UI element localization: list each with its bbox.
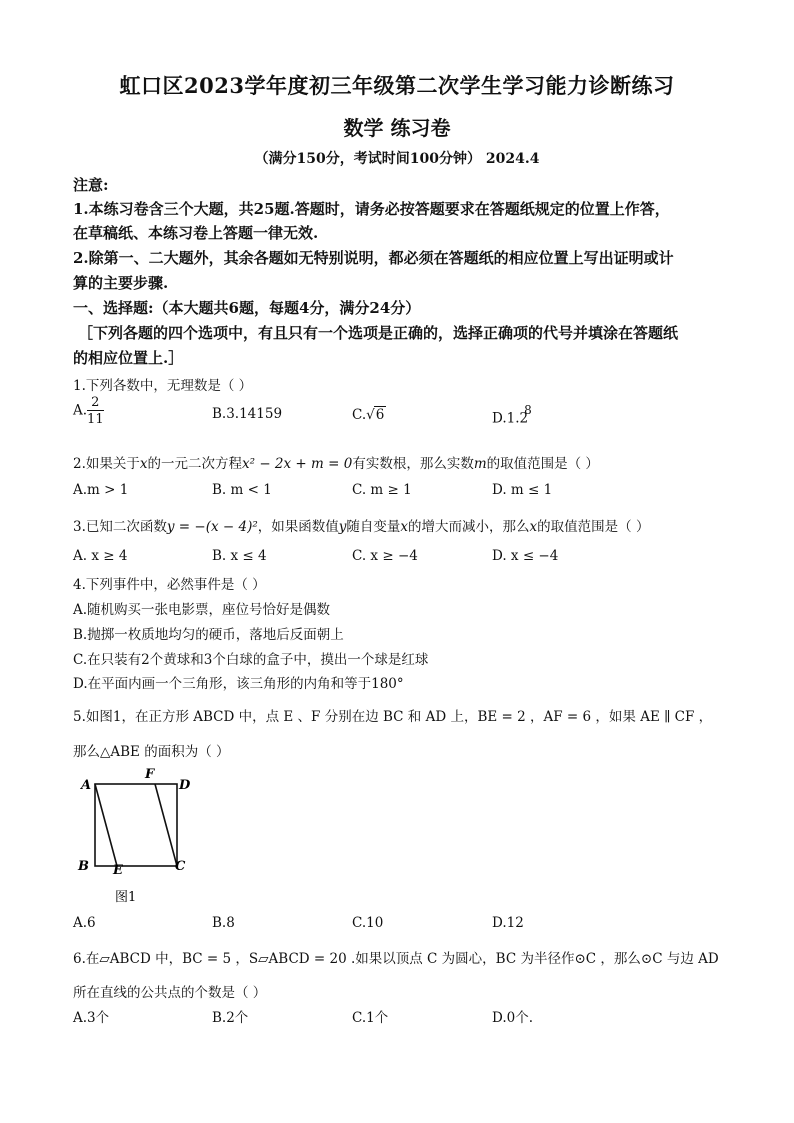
q5-line1: 5.如图1，在正方形 ABCD 中，点 E 、F 分别在边 BC 和 AD 上，BE = 2 ，AF = 6 ，如果 AE ∥ CF ， — [73, 709, 713, 725]
q1-option-a: A. $\frac{2}{11}$ — [73, 395, 104, 427]
label-c: C — [175, 859, 186, 874]
q4-option-c: C.在只装有2个黄球和3个白球的盒子中，摸出一个球是红球 — [73, 652, 429, 668]
q6-line1: 6.在▱ABCD 中，BC = 5 ，S▱ABCD = 20 .如果以顶点 C 为圆心，BC 为半径作⊙C ，那么⊙C 与边 AD — [73, 951, 719, 967]
exam-title: 虹口区2023学年度初三年级第二次学生学习能力诊断练习 — [119, 73, 675, 98]
q5-option-b: B.8 — [212, 915, 235, 931]
q1-option-b: B.3.14159 — [212, 406, 283, 422]
q4-option-b: B.抛掷一枚质地均匀的硬币，落地后反面朝上 — [73, 627, 344, 643]
figure-caption: 图1 — [115, 890, 137, 905]
q6-option-b: B.2个 — [212, 1010, 249, 1026]
q3-option-b: B. x ≤ 4 — [212, 548, 267, 564]
section1-heading: 一、选择题:（本大题共6题，每题4分，满分24分） — [73, 299, 421, 317]
q6-option-a: A.3个 — [73, 1010, 110, 1026]
q1-option-c: C.√6 — [352, 407, 385, 423]
q1-option-d: D.1.2$^8$ — [492, 403, 532, 427]
q3-option-c: C. x ≥ −4 — [352, 548, 418, 564]
q4-stem: 4.下列事件中，必然事件是（ ） — [73, 577, 266, 593]
q6-option-d: D.0个. — [492, 1010, 534, 1026]
q4-option-a: A.随机购买一张电影票，座位号恰好是偶数 — [73, 602, 331, 618]
notice-item1-line2: 在草稿纸、本练习卷上答题一律无效. — [73, 224, 319, 242]
q3-option-d: D. x ≤ −4 — [492, 548, 559, 564]
notice-item2-line2: 算的主要步骤. — [73, 274, 169, 292]
label-e: E — [113, 863, 123, 878]
q1-fraction: $\frac{2}{11}$ — [87, 395, 104, 427]
q3-option-a: A. x ≥ 4 — [73, 548, 128, 564]
q2-option-d: D. m ≤ 1 — [492, 482, 553, 498]
q5-line2: 那么△ABE 的面积为（ ） — [73, 744, 230, 760]
q5-figure-square — [73, 766, 203, 906]
notice-item2-line1: 2.除第一、二大题外，其余各题如无特别说明，都必须在答题纸的相应位置上写出证明或计 — [73, 249, 674, 267]
section1-instr-line1: ［下列各题的四个选项中，有且只有一个选项是正确的，选择正确项的代号并填涂在答题纸 — [78, 324, 679, 342]
q5-option-d: D.12 — [492, 915, 524, 931]
section1-instr-line2: 的相应位置上.］ — [73, 349, 184, 367]
notice-heading: 注意: — [73, 176, 109, 194]
label-b: B — [78, 859, 89, 874]
exam-info: （满分150分，考试时间100分钟） 2024.4 — [254, 151, 540, 167]
q5-option-c: C.10 — [352, 915, 384, 931]
q6-option-c: C.1个 — [352, 1010, 389, 1026]
q2-stem: 2.如果关于x的一元二次方程x² − 2x + m = 0有实数根，那么实数m的取值范围是（ ） — [73, 456, 599, 472]
q4-option-d: D.在平面内画一个三角形，该三角形的内角和等于180° — [73, 676, 404, 692]
label-a: A — [81, 778, 92, 793]
q2-option-c: C. m ≥ 1 — [352, 482, 412, 498]
notice-item1-line1: 1.本练习卷含三个大题，共25题.答题时，请务必按答题要求在答题纸规定的位置上作答， — [73, 200, 670, 218]
q3-stem: 3.已知二次函数y = −(x − 4)²，如果函数值y随自变量x的增大而减小，那么x的取值范围是（ ） — [73, 519, 650, 535]
q2-option-b: B. m < 1 — [212, 482, 272, 498]
label-d: D — [179, 778, 191, 793]
q6-line2: 所在直线的公共点的个数是（ ） — [73, 985, 267, 1001]
q2-option-a: A.m > 1 — [73, 482, 129, 498]
exam-subtitle: 数学 练习卷 — [343, 116, 451, 140]
q5-option-a: A.6 — [73, 915, 96, 931]
q1-stem: 1.下列各数中，无理数是（ ） — [73, 378, 253, 394]
label-f: F — [145, 767, 155, 782]
